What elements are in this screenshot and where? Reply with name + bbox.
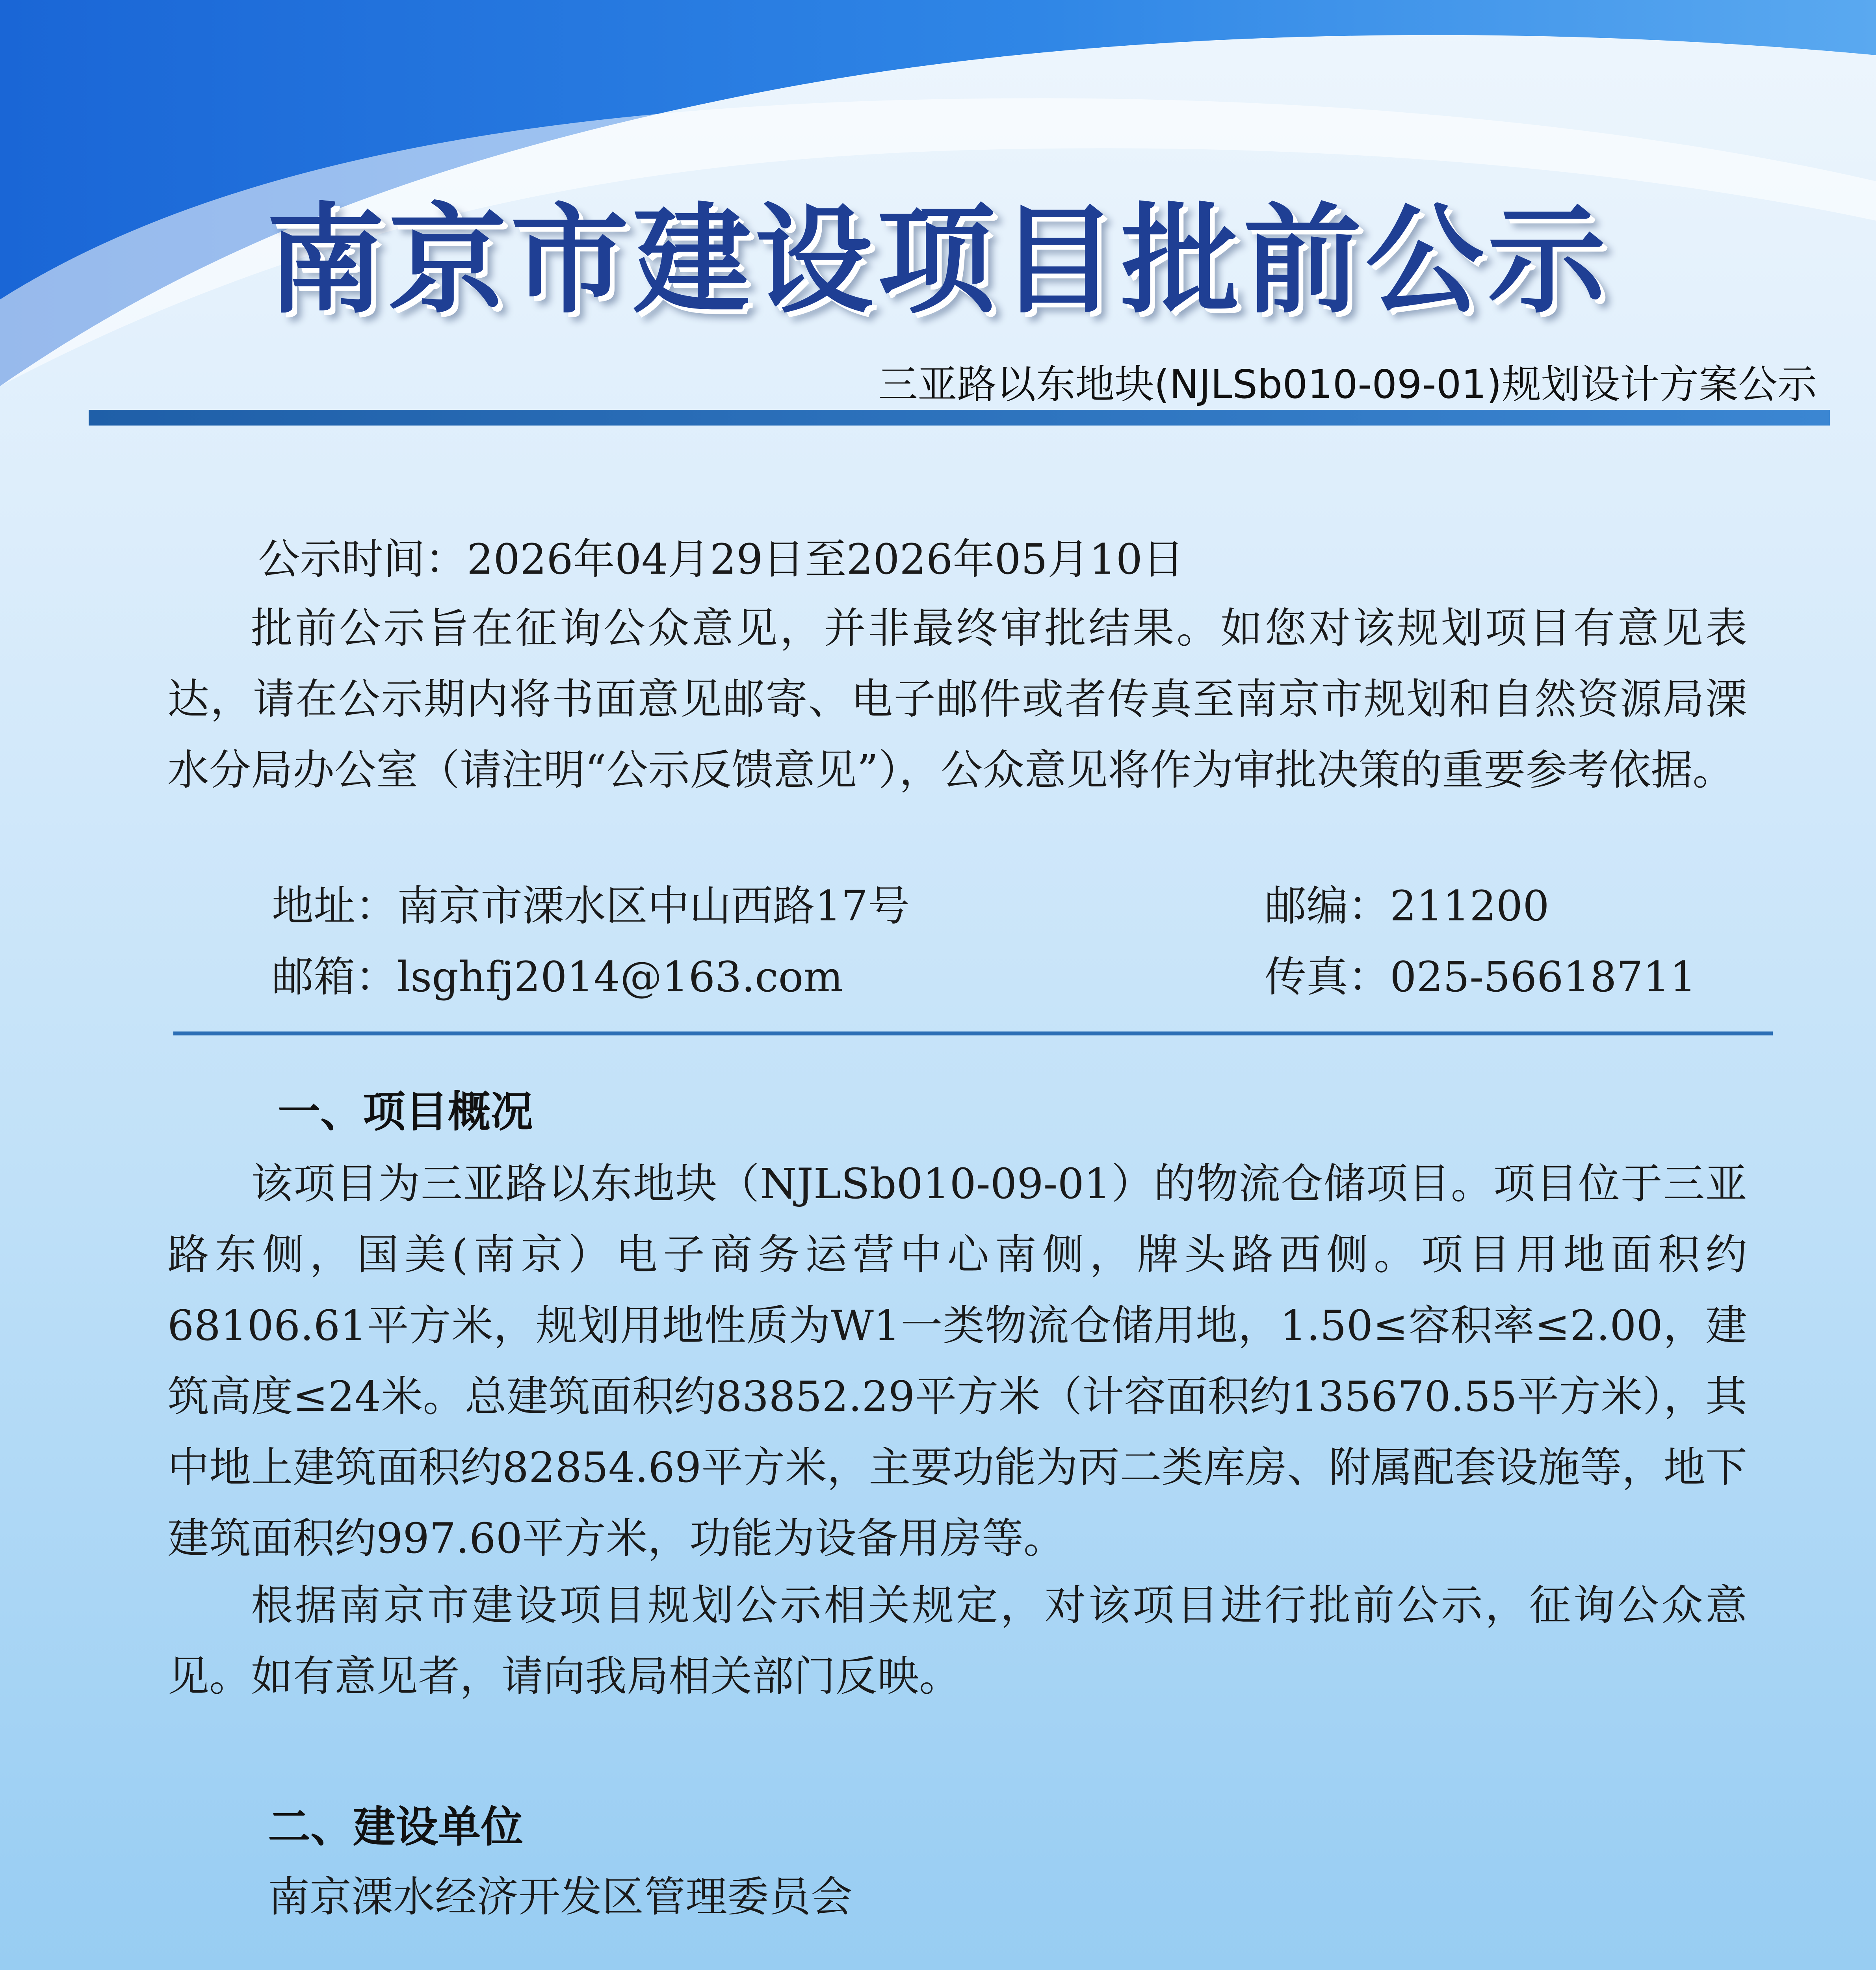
notice-period: 公示时间：2026年04月29日至2026年05月10日 — [258, 535, 1185, 584]
section-heading-overview: 一、项目概况 — [278, 1087, 533, 1137]
title-divider — [89, 410, 1830, 426]
builder-unit: 南京溧水经济开发区管理委员会 — [268, 1873, 853, 1921]
overview-paragraph-2: 根据南京市建设项目规划公示相关规定，对该项目进行批前公示，征询公众意见。如有意见者，请向我局相关部门反映。 — [167, 1581, 1747, 1701]
section-heading-builder: 二、建设单位 — [268, 1803, 524, 1852]
contact-fax: 传真：025-56618711 — [1265, 953, 1696, 1001]
notice-intro: 批前公示旨在征询公众意见，并非最终审批结果。如您对该规划项目有意见表达，请在公示期内将书面意见邮寄、电子邮件或者传真至南京市规划和自然资源局溧水分局办公室（请注明“公示反馈意见”），公众意见将作为审批决策的重要参考依据。 — [167, 604, 1747, 794]
contact-email: 邮箱：lsghfj2014@163.com — [272, 953, 843, 1001]
page-subtitle: 三亚路以东地块(NJLSb010-09-01)规划设计方案公示 — [878, 361, 1817, 407]
contact-address: 地址：南京市溧水区中山西路17号 — [272, 882, 910, 930]
page-title: 南京市建设项目批前公示 — [266, 192, 1610, 329]
overview-paragraph: 该项目为三亚路以东地块（NJLSb010-09-01）的物流仓储项目。项目位于三亚路东侧，国美(南京）电子商务运营中心南侧，牌头路西侧。项目用地面积约68106.61平方米，规划用地性质为W1一类物流仓储用地，1.50≤容积率≤2.00，建筑高度≤24米。总建筑面积约83852.29平方米（计容面积约135670.55平方米），其中地上建筑面积约82854.69平方米，主要功能为丙二类库房、附属配套设施等，地下建筑面积约997.60平方米，功能为设备用房等。 — [167, 1160, 1747, 1563]
contact-postcode: 邮编：211200 — [1265, 882, 1549, 930]
section-divider — [173, 1031, 1773, 1035]
